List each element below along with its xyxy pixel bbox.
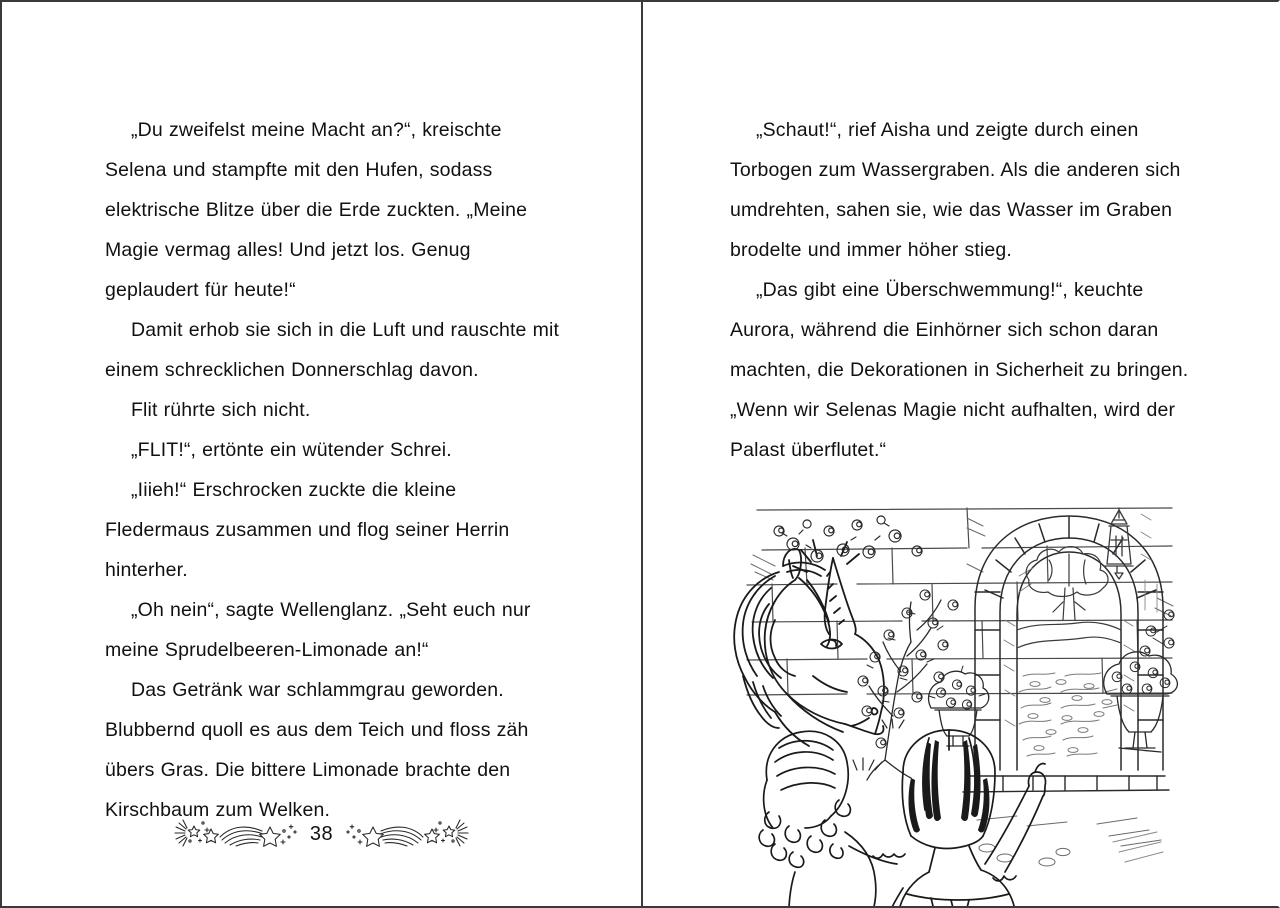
paragraph: Flit rührte sich nicht. bbox=[131, 399, 311, 421]
tree-beyond-archway bbox=[1017, 547, 1121, 648]
left-page-text-block bbox=[105, 110, 565, 830]
paragraph: Damit erhob sie sich in die Luft und rauschte mit einem schrecklichen Donnerschlag davon. bbox=[105, 319, 560, 381]
paragraph: „FLIT!“, ertönte ein wütender Schrei. bbox=[131, 439, 452, 461]
girl-with-curly-hair-back-view bbox=[759, 731, 905, 908]
floating-rose-blossoms bbox=[774, 516, 922, 562]
page-number: 38 bbox=[309, 822, 334, 845]
flower-urn-right bbox=[1104, 610, 1178, 752]
shooting-stars-ornament-icon bbox=[343, 814, 473, 852]
unicorn-and-girls-at-archway-illustration bbox=[717, 480, 1187, 908]
paragraph: „Iiieh!“ Erschrocken zuckte die kleine Fledermaus zusammen und flog seiner Herrin hinterher. bbox=[105, 479, 510, 581]
shooting-stars-ornament-icon bbox=[170, 814, 300, 852]
paragraph: „Du zweifelst meine Macht an?“, kreischte Selena und stampfte mit den Hufen, sodass elektrische Blitze über die Erde zuckten. „Meine Magie vermag alles! Und jetzt los. Genug geplaudert für heute!“ bbox=[105, 119, 528, 301]
paragraph: „Schaut!“, rief Aisha und zeigte durch einen Torbogen zum Wassergraben. Als die anderen sich umdrehten, sahen sie, wie das Wasser im Graben brodelte und immer höher stieg. bbox=[730, 119, 1181, 261]
girl-with-dark-bob-pointing-back-view bbox=[891, 730, 1046, 908]
paragraph: „Das gibt eine Überschwemmung!“, keuchte Aurora, während die Einhörner sich schon daran machten, die Dekorationen in Sicherheit zu bringen. „Wenn wir Selenas Magie nicht aufhalten, wird der Palast überflutet.“ bbox=[730, 279, 1189, 461]
left-page bbox=[2, 2, 641, 908]
stone-brick-wall bbox=[747, 508, 1172, 695]
unicorn-head-with-flowing-mane bbox=[734, 540, 884, 746]
paragraph: Das Getränk war schlammgrau geworden. Blubbernd quoll es aus dem Teich und floss zäh übers Gras. Die bittere Limonade brachte den Kirschbaum zum Welken. bbox=[105, 679, 529, 821]
flower-urn-left bbox=[929, 666, 989, 746]
right-page-text-block bbox=[730, 110, 1202, 470]
paragraph: „Oh nein“, sagte Wellenglanz. „Seht euch nur meine Sprudelbeeren-Limonade an!“ bbox=[105, 599, 531, 661]
page-footer bbox=[2, 814, 641, 852]
